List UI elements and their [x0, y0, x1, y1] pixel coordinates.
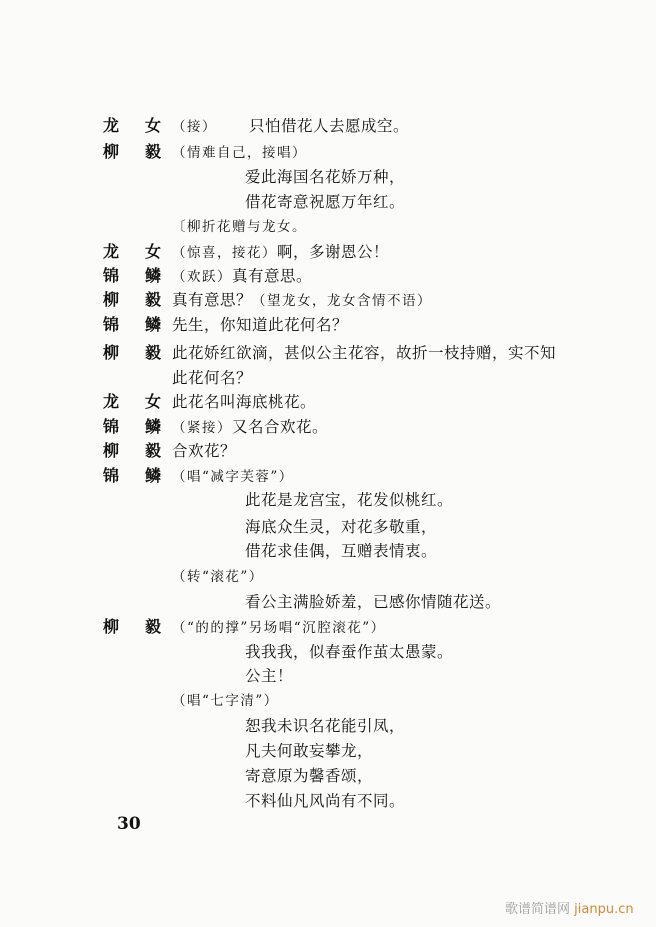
speaker-name: 龙女 — [103, 116, 161, 135]
sung-verse: 海底众生灵，对花多敬重， — [245, 518, 438, 536]
dialogue-text: 此花娇红欲滴，甚似公主花容，故折一枝持赠，实不知 — [172, 344, 557, 362]
script-line — [0, 240, 656, 264]
dialogue — [172, 264, 312, 289]
script-line — [0, 789, 656, 813]
sung-verse: 此花是龙宫宝，花发似桃红。 — [245, 491, 454, 509]
dialogue — [172, 615, 386, 640]
dialogue-text: 又名合欢花。 — [232, 418, 329, 436]
stage-direction: （惊喜，接花） — [172, 245, 277, 261]
dialogue — [172, 288, 432, 313]
script-line — [0, 313, 656, 337]
speaker-name: 锦鳞 — [103, 466, 161, 485]
script-line — [0, 415, 656, 439]
dialogue — [172, 366, 252, 390]
speaker-name: 锦鳞 — [103, 315, 161, 334]
dialogue — [172, 341, 556, 365]
stage-direction: （唱“减字芙蓉”） — [172, 469, 294, 485]
speaker-name: 柳毅 — [103, 343, 161, 362]
script-line — [0, 488, 656, 512]
sung-verse: 恕我未识名花能引凤， — [245, 717, 406, 735]
speaker-name: 龙女 — [103, 392, 161, 411]
speaker-name: 柳毅 — [103, 142, 161, 161]
script-line — [0, 615, 656, 639]
watermark-name: 歌谱简谱网 — [505, 902, 571, 917]
sung-verse: 借花求佳偶，互赠表情衷。 — [245, 542, 438, 560]
stage-direction: （情难自己，接唱） — [172, 145, 307, 161]
dialogue-text: 合欢花？ — [172, 442, 237, 460]
speaker-name: 锦鳞 — [103, 417, 161, 436]
script-line — [0, 764, 656, 788]
speaker-name: 柳毅 — [103, 290, 161, 309]
script-line — [0, 664, 656, 688]
script-line — [0, 390, 656, 414]
stage-direction: 〔柳折花赠与龙女。 — [172, 219, 307, 235]
sung-verse: 爱此海国名花娇万种， — [245, 168, 406, 186]
speaker-name: 柳毅 — [103, 441, 161, 460]
sung-verse: 借花寄意祝愿万年红。 — [245, 193, 406, 211]
stage-direction: （转“滚花”） — [172, 569, 264, 585]
stage-direction: （接） — [172, 119, 217, 135]
speaker-name: 锦鳞 — [103, 266, 161, 285]
watermark — [505, 898, 634, 917]
script-line — [0, 341, 656, 365]
speaker-name: 柳毅 — [103, 617, 161, 636]
dialogue-text: 真有意思。 — [232, 267, 313, 285]
script-line — [0, 165, 656, 189]
sung-verse: 凡夫何敢妄攀龙， — [245, 742, 374, 760]
dialogue-text: 先生，你知道此花何名？ — [172, 316, 349, 334]
stage-direction: （望龙女，龙女含情不语） — [252, 293, 433, 309]
script-line — [0, 215, 656, 239]
script-line — [0, 464, 656, 488]
script-line — [0, 739, 656, 763]
stage-direction: （紧接） — [172, 420, 232, 436]
dialogue — [172, 464, 294, 489]
dialogue — [172, 415, 328, 440]
watermark-url: jianpu.cn — [574, 902, 634, 917]
dialogue-text: 此花何名？ — [172, 369, 253, 387]
speaker-name: 龙女 — [103, 242, 161, 261]
script-line — [0, 140, 656, 164]
script-line — [0, 539, 656, 563]
script-line — [0, 366, 656, 390]
sung-verse: 寄意原为馨香颂， — [245, 767, 374, 785]
script-line — [0, 714, 656, 738]
stage-direction: （“的的撑”另场唱“沉腔滚花”） — [172, 620, 386, 636]
dialogue-text: 此花名叫海底桃花。 — [172, 393, 317, 411]
stage-direction: （唱“七字清”） — [172, 693, 279, 709]
dialogue — [172, 240, 389, 265]
dialogue-text: 真有意思？ — [172, 291, 253, 309]
sung-verse: 公主！ — [245, 667, 294, 685]
script-line — [0, 640, 656, 664]
sung-verse: 不料仙凡风尚有不同。 — [245, 792, 406, 810]
script-line — [0, 264, 656, 288]
script-line — [0, 565, 656, 589]
script-line — [0, 114, 656, 138]
script-line — [0, 590, 656, 614]
dialogue-text: 啊，多谢恩公！ — [277, 243, 390, 261]
dialogue — [172, 390, 316, 414]
dialogue — [172, 439, 236, 463]
sung-verse: 我我我，似春蚕作茧太愚蒙。 — [245, 643, 454, 661]
script-line — [0, 515, 656, 539]
script-line — [0, 689, 656, 713]
stage-direction: （欢跃） — [172, 269, 232, 285]
script-line — [0, 439, 656, 463]
sung-verse: 看公主满脸娇羞，已感你情随花送。 — [245, 593, 502, 611]
page-number: 30 — [117, 814, 141, 834]
dialogue — [172, 313, 348, 337]
script-line — [0, 190, 656, 214]
sung-verse: 只怕借花人去愿成空。 — [249, 117, 410, 135]
direction-and-verse — [172, 114, 409, 139]
dialogue — [172, 140, 307, 165]
script-line — [0, 288, 656, 312]
